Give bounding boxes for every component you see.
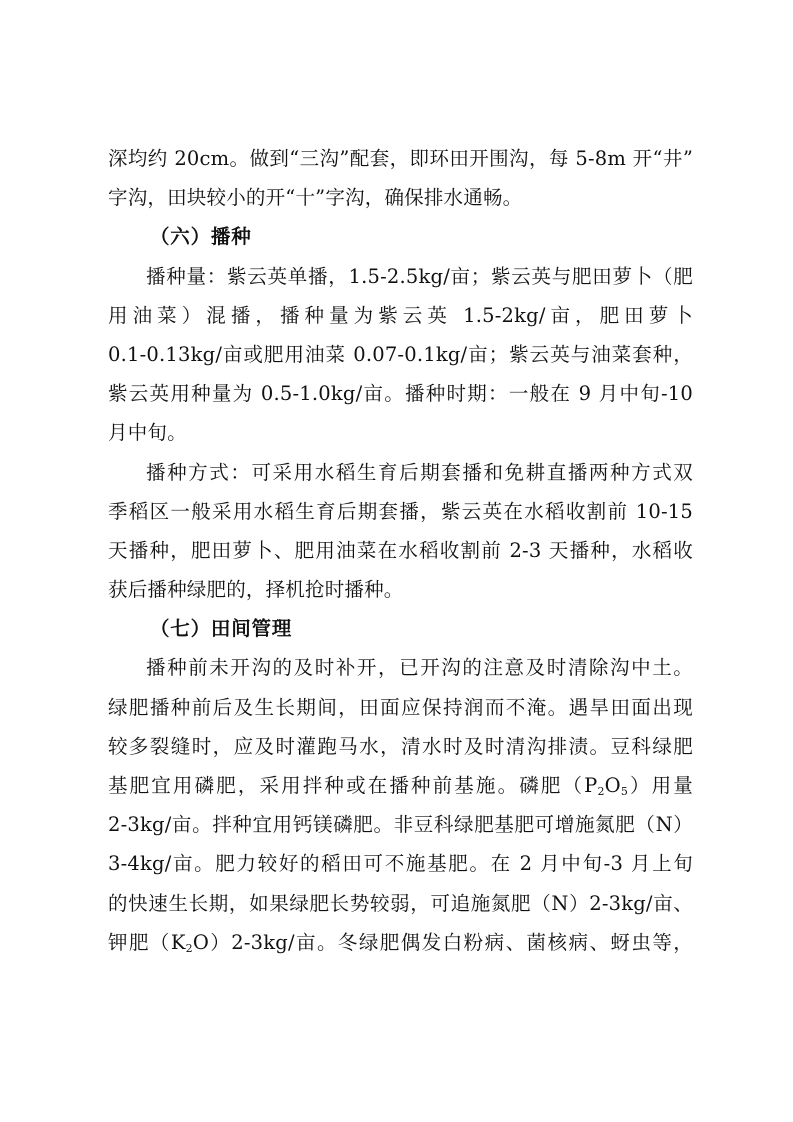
section-heading-field-management: （七）田间管理 [150, 617, 293, 641]
section-heading-sowing: （六）播种 [150, 225, 252, 249]
paragraph-line-formula [108, 773, 693, 799]
paragraph-line: 播种量：紫云英单播，1.5-2.5kg/亩；紫云英与肥田萝卜（肥 [146, 264, 693, 288]
paragraph-line: 获后播种绿肥的，择机抢时播种。 [108, 578, 404, 602]
paragraph-fragment: O）2-3kg/亩。冬绿肥偶发白粉病、菌核病、蚜虫等， [192, 930, 693, 954]
paragraph-line: 2-3kg/亩。拌种宜用钙镁磷肥。非豆科绿肥基肥可增施氮肥（N） [108, 813, 693, 837]
paragraph-line: 用油菜）混播，播种量为紫云英 1.5-2kg/亩，肥田萝卜 [108, 303, 693, 327]
paragraph-fragment: ）用量 [628, 774, 693, 797]
paragraph-line: 播种前未开沟的及时补开，已开沟的注意及时清除沟中土。 [146, 656, 693, 680]
paragraph-line: 较多裂缝时，应及时灌跑马水，清水时及时清沟排渍。豆科绿肥 [108, 734, 693, 758]
paragraph-line: 字沟，田块较小的开“十”字沟，确保排水通畅。 [108, 186, 523, 210]
document-page [108, 146, 693, 969]
paragraph-line: 的快速生长期，如果绿肥长势较弱，可追施氮肥（N）2-3kg/亩、 [108, 891, 693, 915]
paragraph-fragment: 钾肥（K [108, 930, 186, 954]
paragraph-line: 3-4kg/亩。肥力较好的稻田可不施基肥。在 2 月中旬-3 月上旬 [108, 852, 693, 876]
chemical-subscript: 5 [620, 785, 629, 798]
paragraph-fragment: 基肥宜用磷肥，采用拌种或在播种前基施。磷肥（P [108, 774, 598, 797]
paragraph-line-formula [108, 930, 693, 956]
paragraph-line: 播种方式：可采用水稻生育后期套播和免耕直播两种方式双 [146, 460, 693, 484]
paragraph-line: 0.1-0.13kg/亩或肥用油菜 0.07-0.1kg/亩；紫云英与油菜套种， [108, 342, 693, 366]
chemical-element: O [604, 774, 621, 797]
paragraph-line: 深均约 20cm。做到“三沟”配套，即环田开围沟，每 5-8m 开“井” [108, 147, 693, 170]
chemical-subscript: 2 [185, 941, 193, 955]
paragraph-line: 天播种，肥田萝卜、肥用油菜在水稻收割前 2-3 天播种，水稻收 [108, 538, 693, 562]
paragraph-line: 季稻区一般采用水稻生育后期套播，紫云英在水稻收割前 10-15 [108, 499, 693, 523]
paragraph-line: 紫云英用种量为 0.5-1.0kg/亩。播种时期：一般在 9 月中旬-10 [108, 382, 693, 406]
paragraph-line: 月中旬。 [108, 421, 187, 445]
chemical-subscript: 2 [597, 785, 605, 798]
paragraph-line: 绿肥播种前后及生长期间，田面应保持润而不淹。遇旱田面出现 [108, 695, 693, 719]
